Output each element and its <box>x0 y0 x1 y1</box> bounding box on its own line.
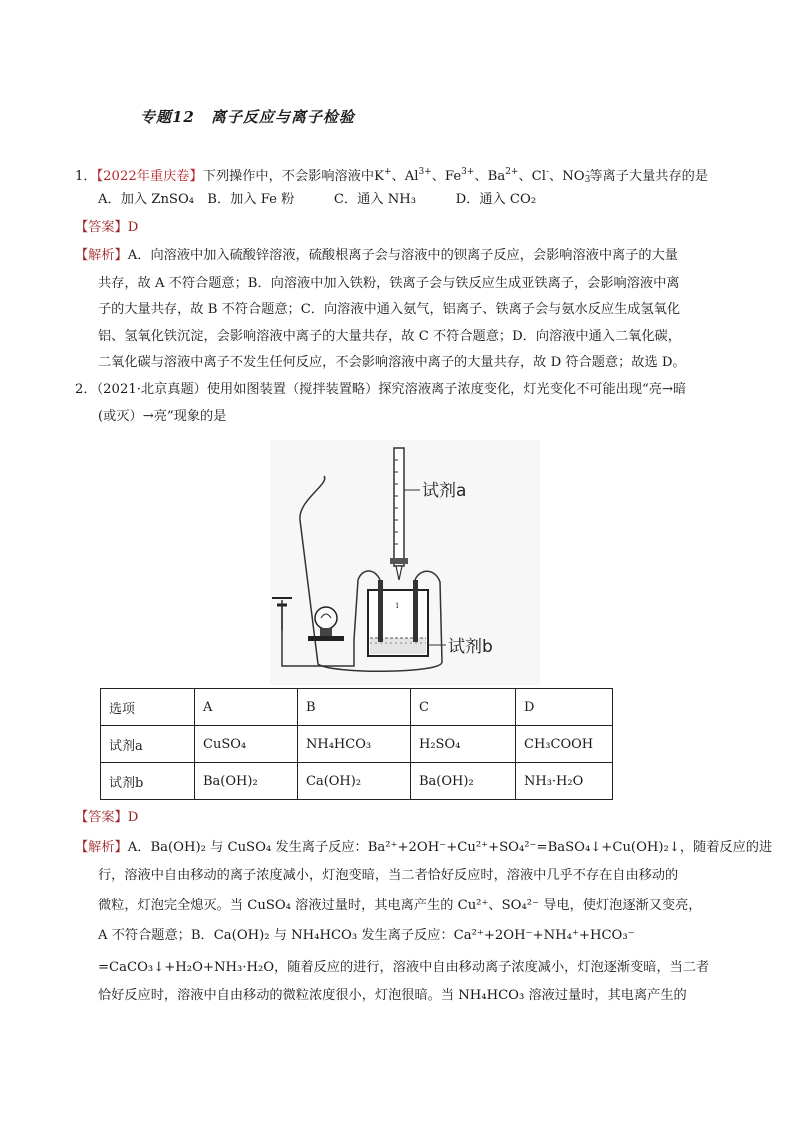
table-row <box>101 763 613 800</box>
table-cell: Ba(OH)₂ <box>411 763 516 800</box>
q2-analysis-line-1 <box>75 838 772 858</box>
q1-stem: 1．【2022年重庆卷】下列操作中，不会影响溶液中K+、$Al^{3+}$、$Fe^{3+}$、$Ba^{2+}$、Cl-、$NO_3^-$等离子大量共存的是 <box>75 167 709 185</box>
q1-analysis-text-1: A．向溶液中加入硫酸锌溶液，硫酸根离子会与溶液中的钡离子反应，会影响溶液中离子的大量 <box>127 248 678 263</box>
q2-stem-line-1 <box>75 380 686 400</box>
q1-answer-value: D <box>127 220 139 235</box>
q1-analysis-line-5: 二氧化碳与溶液中离子不发生任何反应，不会影响溶液中离子的大量共存，故 D 符合题意；故选 D。 <box>98 355 686 370</box>
options-table <box>100 688 613 800</box>
table-cell: 试剂b <box>101 763 195 800</box>
q2-analysis-line-4: A 不符合题意；B．Ca(OH)₂ 与 NH₄HCO₃ 发生离子反应：Ca²⁺+2OH⁻+NH₄⁺+HCO₃⁻ <box>98 928 635 943</box>
table-cell: A <box>195 689 298 726</box>
q2-analysis-line-3: 微粒，灯泡完全熄灭。当 CuSO₄ 溶液过量时，其电离产生的 Cu²⁺、SO₄²⁻ 导电，使灯泡逐渐又变亮， <box>98 898 702 913</box>
q1-analysis-label: 【解析】 <box>75 248 128 263</box>
table-cell: CuSO₄ <box>195 726 298 763</box>
table-cell: 试剂a <box>101 726 195 763</box>
q1-stem-al: 、Al <box>391 169 419 184</box>
table-cell: C <box>411 689 516 726</box>
table-cell: Ca(OH)₂ <box>298 763 411 800</box>
apparatus-svg <box>270 440 540 685</box>
q2-answer-label: 【答案】 <box>75 810 128 825</box>
q1-stem-fe: 、Fe <box>431 169 462 184</box>
q2-number: 2． <box>75 382 97 397</box>
q2-analysis-line-5: =CaCO₃↓+H₂O+NH₃·H₂O，随着反应的进行，溶液中自由移动离子浓度减小，灯泡逐渐变暗，当二者 <box>98 960 710 975</box>
table-row <box>101 726 613 763</box>
table-cell: CH₃COOH <box>516 726 613 763</box>
q1-answer-label: 【答案】 <box>75 220 128 235</box>
q2-stem-text-1: （2021·北京真题）使用如图装置（搅拌装置略）探究溶液离子浓度变化，灯光变化不可能出现“亮→暗 <box>96 382 687 397</box>
q1-stem-lead: 下列操作中，不会影响溶液中K <box>202 169 384 184</box>
svg-text:1: 1 <box>395 602 400 610</box>
q1-analysis-line-1 <box>75 246 678 266</box>
q1-stem-ba: 、Ba <box>474 169 506 184</box>
table-cell: H₂SO₄ <box>411 726 516 763</box>
apparatus-diagram <box>270 440 540 685</box>
bulb-glass <box>315 607 337 629</box>
q2-analysis-label: 【解析】 <box>75 840 128 855</box>
bulb-base <box>320 628 332 636</box>
q2-answer-value: D <box>127 810 139 825</box>
table-cell: NH₃·H₂O <box>516 763 613 800</box>
q2-analysis-line-2: 行，溶液中自由移动的离子浓度减小，灯泡变暗，当二者恰好反应时，溶液中几乎不存在自由移动的 <box>98 868 679 883</box>
q1-analysis-line-3: 子的大量共存，故 B 不符合题意；C．向溶液中通入氨气，铝离子、铁离子会与氨水反应生成氢氧化 <box>98 302 681 317</box>
q1-options: A．加入 ZnSO₄ B．加入 Fe 粉 C．通入 NH₃ D．通入 CO₂ <box>98 192 537 207</box>
q1-source: 【2022年重庆卷】 <box>96 169 203 184</box>
q1-answer <box>75 218 138 238</box>
label-reagent-b: 试剂b <box>448 637 493 657</box>
q2-stem-line-2: (或灭）→亮”现象的是 <box>98 409 227 424</box>
table-cell: NH₄HCO₃ <box>298 726 411 763</box>
q1-number: 1． <box>75 169 97 184</box>
table-cell: B <box>298 689 411 726</box>
q2-analysis-line-6: 恰好反应时，溶液中自由移动的微粒浓度很小，灯泡很暗。当 NH₄HCO₃ 溶液过量时，其电离产生的 <box>98 988 687 1003</box>
electrode-right <box>413 580 418 642</box>
table-cell: 选项 <box>101 689 195 726</box>
q2-analysis-text-1: A．Ba(OH)₂ 与 CuSO₄ 发生离子反应：Ba²⁺+2OH⁻+Cu²⁺+SO₄²⁻=BaSO₄↓+Cu(OH)₂↓，随着反应的进 <box>127 840 773 855</box>
q1-stem-cl: 、Cl <box>518 169 546 184</box>
q1-stem-tail: 等离子大量共存的是 <box>589 169 709 184</box>
burette-stopcock <box>390 558 408 564</box>
q2-answer <box>75 808 138 828</box>
page-title: 专题12 离子反应与离子检验 <box>140 108 355 126</box>
bulb-stand <box>308 636 344 641</box>
burette-tube <box>394 448 404 566</box>
q1-stem-no3: 、NO <box>549 169 585 184</box>
label-reagent-a: 试剂a <box>422 481 467 501</box>
q1-analysis-line-4: 铝、氢氧化铁沉淀，会影响溶液中离子的大量共存，故 C 不符合题意；D．向溶液中通入二氧化碳， <box>98 329 681 344</box>
q1-analysis-line-2: 共存，故 A 不符合题意；B．向溶液中加入铁粉，铁离子会与铁反应生成亚铁离子，会影响溶液中离 <box>98 276 680 291</box>
table-cell: Ba(OH)₂ <box>195 763 298 800</box>
table-cell: D <box>516 689 613 726</box>
electrode-left <box>378 580 383 642</box>
table-row <box>101 689 613 726</box>
